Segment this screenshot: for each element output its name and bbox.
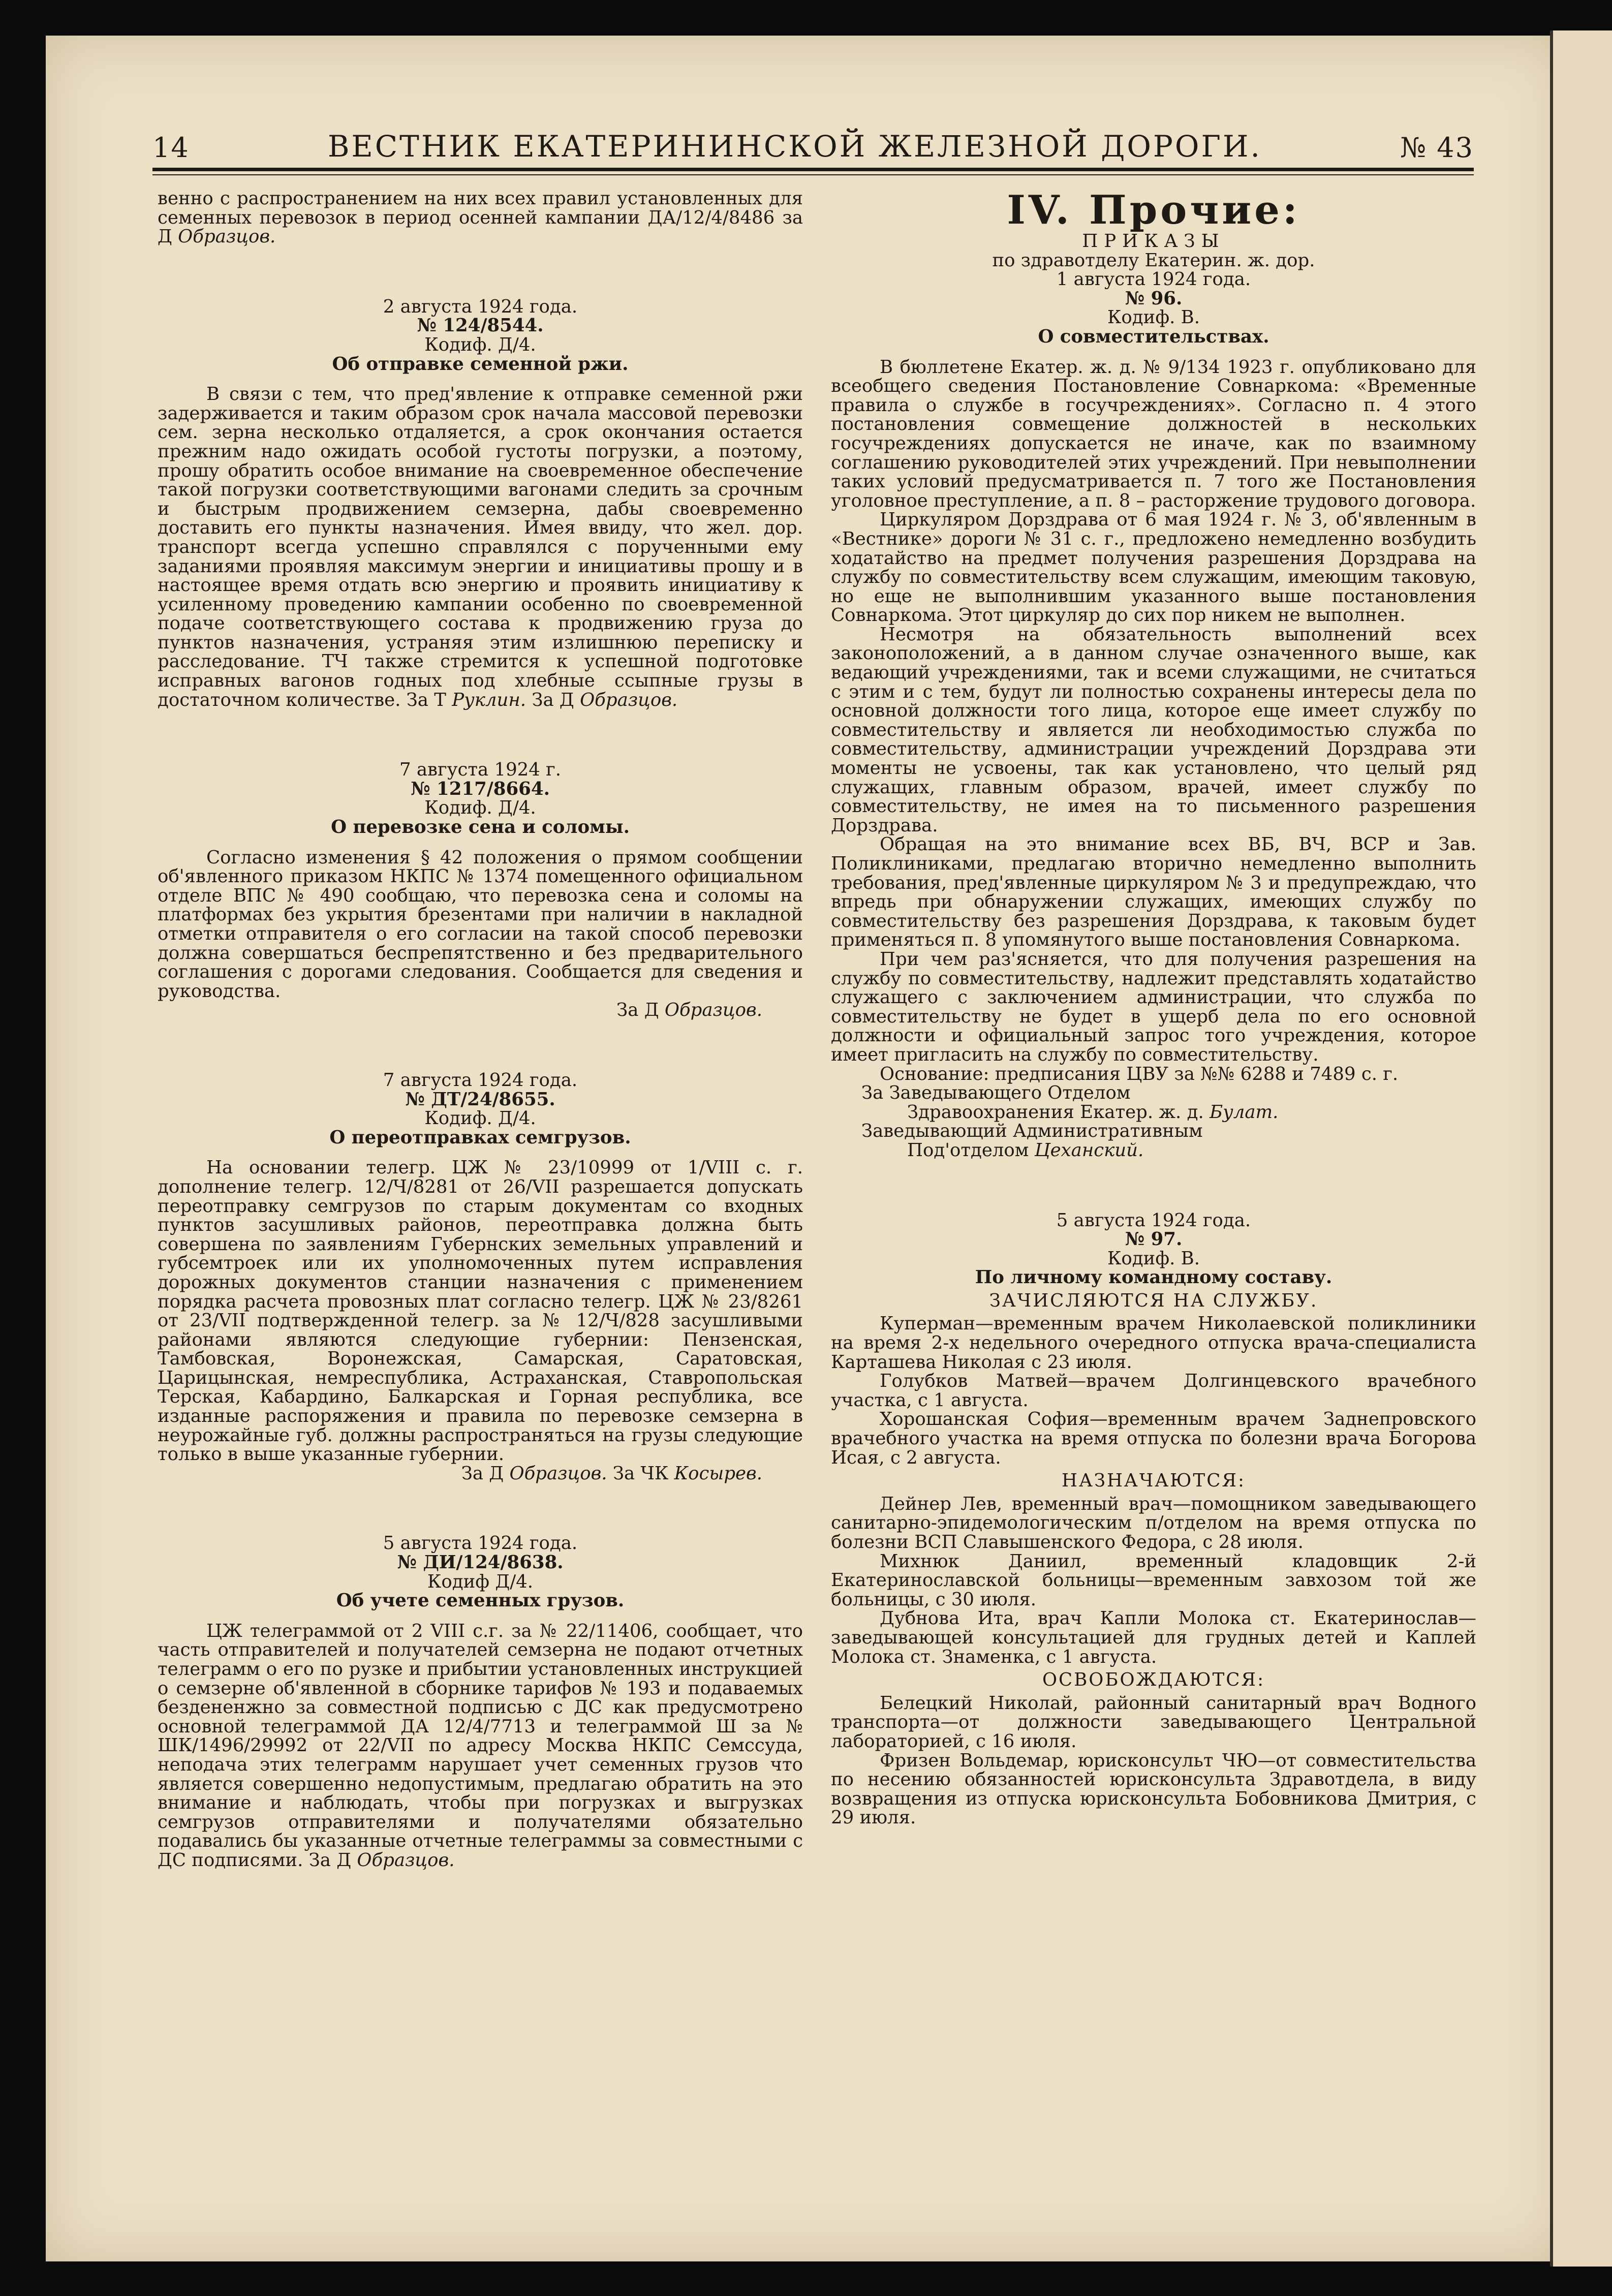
page-number: 14	[152, 132, 190, 164]
order-title: Об отправке семенной ржи.	[332, 353, 629, 375]
order-paragraph: В бюллетене Екатер. ж. д. № 9/134 1923 г. опубликовано для всеобщего сведения Постановление Совнаркома: «Временные правила о службе в госучреждениях». Согласно п. 4 этого постановления совмещение должностей в нескольких госучреждениях допускается не иначе, как по взаимному соглашению руководителей этих учреждений. При невыполнении таких условий предусматривается п. 7 того же Постановления уголовное преступление, а п. 8 – расторжение трудового договора.	[831, 356, 1476, 511]
order-date: 2 августа 1924 года.	[383, 296, 578, 317]
order-96	[831, 270, 1476, 1160]
signature-line: Заведывающий Административным	[861, 1121, 1203, 1142]
order-body: ЦЖ телеграммой от 2 VIII с.г. за № 22/11406, сообщает, что часть отправителей и получателей семзерна не подают отчетных телеграмм о его по рузке и прибытии установленных инструкцией о семзерне об'явленной в сборнике тарифов № 193 и подаваемых бездененжно за совместной подписью с ДС как предусмотрено основной телеграммой ДА 12/4/7713 и телеграммой Ш за № ШК/1496/29992 от 22/VII по адресу Москва НКПС Семссуда, неподача этих телеграмм нарушает учет семенных грузов что является совершенно недопустимым, предлагаю обратить на это внимание и наблюдать, чтобы при погрузках и выгрузках семгрузов отправителями и получателями обязательно подавались бы указанные отчетные телеграммы за совместными с ДС подписями. За Д Образцов.	[158, 1620, 803, 1871]
order-codif: Кодиф. Д/4.	[424, 334, 536, 355]
personnel-entry: Дейнер Лев, временный врач—помощником заведывающего санитарно-эпидемологическим п/отделом на время отпуска по болезни ВСП Славышенского Федора, с 28 июля.	[831, 1493, 1476, 1553]
order-title: По личному командному составу.	[975, 1267, 1332, 1288]
signature-line: За Заведывающего Отделом	[861, 1082, 1131, 1104]
order-dt-24	[158, 1071, 803, 1483]
subheading-enroll: ЗАЧИСЛЯЮТСЯ НА СЛУЖБУ.	[989, 1290, 1318, 1311]
order-title: О совместительствах.	[1038, 326, 1269, 347]
section-title: IV. Прочие:	[1007, 187, 1300, 233]
header-rule-thin	[152, 174, 1474, 175]
order-title: О переотправках семгрузов.	[329, 1127, 631, 1148]
order-number: № 97.	[1125, 1229, 1183, 1250]
order-number: № ДИ/124/8638.	[397, 1552, 564, 1573]
signature-line: Под'отделом Цеханский.	[907, 1139, 1144, 1161]
order-body: В связи с тем, что пред'явление к отправке семенной ржи задерживается и таким образом срок начала массовой перевозки сем. зерна несколько отдаляется, а срок окончания остается прежним надо ожидать особой густоты погрузки, а поэтому, прошу обратить особое внимание на своевременное обеспечение такой погрузки соответствующими вагонами следить за срочным и быстрым продвижением семзерна, дабы своевременно доставить его пункты назначения. Имея ввиду, что жел. дор. транспорт всегда успешно справлялся с порученными ему заданиями проявляя максимум энергии и инициативы прошу и в настоящее время отдать всю энергию и проявить инициативу к усиленному проведению кампании особенно по своевременной подаче соответствующего состава к продвижению груза до пунктов назначения, устраняя этим излишнюю переписку и расследование. ТЧ также стремится к успешной подготовке исправных вагонов годных под хлебные ссыпные грузы в достаточном количестве. За Т Руклин. За Д Образцов.	[158, 384, 803, 710]
order-date: 5 августа 1924 года.	[383, 1533, 578, 1554]
order-97	[831, 1211, 1476, 1827]
page-header	[152, 128, 1474, 164]
order-number: № 124/8544.	[417, 315, 544, 336]
order-title: Об учете семенных грузов.	[336, 1590, 625, 1611]
order-date: 7 августа 1924 г.	[399, 759, 561, 781]
section-kind: ПРИКАЗЫ	[1082, 231, 1225, 252]
order-di-124	[158, 1534, 803, 1870]
signature-line: Здравоохранения Екатер. ж. д. Булат.	[907, 1101, 1279, 1123]
order-signature: За Д Образцов.	[616, 1000, 762, 1021]
subheading-release: ОСВОБОЖДАЮТСЯ:	[1042, 1669, 1265, 1691]
order-paragraph: Несмотря на обязательность выполнений всех законоположений, а в данном случае означенного выше, как ведающий учреждениями, так и всеми служащими, не считаться с этим и с тем, будут ли полностью сохранены интересы дела по основной должности того лица, которое еще имеет службу по совместительству и является ли необходимостью служба по совместительству, администрации учреждений Дорздрава эти моменты не усвоены, так как установлено, что целый ряд служащих, главным образом, врачей, имеет службу по совместительству, не имея на то письменного разрешения Дорздрава.	[831, 624, 1476, 836]
order-paragraph: При чем раз'ясняется, что для получения разрешения на службу по совместительству, надлежит представлять ходатайство служащего с заключением администрации, что служба по совместительству не будет в ущерб дела по его основной должности и официальный запрос того учреждения, которое имеет пригласить на службу по совместительству.	[831, 948, 1476, 1065]
subheading-appoint: НАЗНАЧАЮТСЯ:	[1062, 1470, 1246, 1492]
personnel-entry: Голубков Матвей—врачем Долгинцевского врачебного участка, с 1 августа.	[831, 1371, 1476, 1411]
adjacent-page-edge	[1550, 30, 1612, 2267]
right-column	[831, 189, 1476, 1827]
personnel-entry: Хорошанская София—временным врачем Заднепровского врачебного участка на время отпуска по болезни врача Богорова Исая, с 2 августа.	[831, 1409, 1476, 1468]
order-codif: Кодиф Д/4.	[427, 1571, 534, 1592]
order-number: № 96.	[1125, 288, 1183, 309]
order-body: Согласно изменения § 42 положения о прямом сообщении об'явленного приказом НКПС № 1374 помещенного официальном отделе ВПС № 490 сообщаю, что перевозка сена и соломы на платформах без укрытия брезентами при наличии в накладной отметки отправителя о его согласии на такой способ перевозки должна совершаться беспрепятственно и без предварительного соглашения с дорогами следования. Сообщается для сведения и руководства.	[158, 847, 803, 1002]
order-number: № ДТ/24/8655.	[405, 1089, 555, 1110]
order-paragraph: Обращая на это внимание всех ВБ, ВЧ, ВСР и Зав. Поликлиниками, предлагаю вторично немедленно выполнить требования, пред'явленные циркуляром № 3 и предупреждаю, что впредь при обнаружении служащих, имеющих службу по совместительству без разрешения Дорздрава, к таковым будет применяться п. 8 упомянутого выше постановления Совнаркома.	[831, 834, 1476, 951]
personnel-entry: Белецкий Николай, районный санитарный врач Водного транспорта—от должности заведывающего Центральной лабораторией, с 16 июля.	[831, 1692, 1476, 1752]
order-signature: За Д Образцов. За ЧК Косырев.	[461, 1463, 762, 1484]
order-basis: Основание: предписания ЦВУ за №№ 6288 и 7489 с. г.	[880, 1063, 1399, 1084]
order-date: 7 августа 1924 года.	[383, 1069, 578, 1091]
personnel-entry: Фризен Вольдемар, юрисконсульт ЧЮ—от совместительства по несению обязанностей юрисконсульта Здравотдела, в виду возвращения из отпуска юрисконсульта Бобовникова Дмитрия, с 29 июля.	[831, 1750, 1476, 1828]
personnel-entry: Куперман—временным врачем Николаевской поликлиники на время 2-х недельного очередного отпуска врача-специалиста Карташева Николая с 23 июля.	[831, 1313, 1476, 1373]
order-codif: Кодиф. Д/4.	[424, 1108, 536, 1129]
order-1217	[158, 760, 803, 1020]
intro-paragraph: венно с распространением на них всех правил установленных для семенных перевозок в период осенней кампании ДА/12/4/8486 за Д Образцов.	[158, 188, 803, 247]
section-dept: по здравотделу Екатерин. ж. дор.	[992, 250, 1315, 271]
issue-number: № 43	[1400, 132, 1474, 164]
order-codif: Кодиф. Д/4.	[424, 797, 536, 819]
order-title: О перевозке сена и соломы.	[331, 817, 630, 838]
personnel-entry: Михнюк Даниил, временный кладовщик 2-й Екатеринославской больницы—временным завхозом той же больницы, с 30 июля.	[831, 1550, 1476, 1610]
order-date: 1 августа 1924 года.	[1056, 269, 1251, 290]
order-124	[158, 297, 803, 709]
left-column	[158, 189, 803, 1870]
newspaper-title: ВЕСТНИК ЕКАТЕРИНИНСКОЙ ЖЕЛЕЗНОЙ ДОРОГИ.	[327, 129, 1262, 164]
personnel-entry: Дубнова Ита, врач Капли Молока ст. Екатеринослав—заведывающей консультацией для грудных детей и Каплей Молока ст. Знаменка, с 1 августа.	[831, 1608, 1476, 1667]
order-date: 5 августа 1924 года.	[1056, 1209, 1251, 1231]
order-codif: Кодиф. В.	[1107, 1248, 1200, 1269]
order-paragraph: Циркуляром Дорздрава от 6 мая 1924 г. № 3, об'явленным в «Вестнике» дороги № 31 с. г., предложено немедленно возбудить ходатайство на предмет получения разрешения Дорздрава на службу по совместительству всем служащим, имеющим таковую, но еще не выполнившим указанного выше постановления Совнаркома. Этот циркуляр до сих пор никем не выполнен.	[831, 509, 1476, 626]
header-rule	[152, 168, 1474, 171]
order-number: № 1217/8664.	[411, 778, 550, 799]
order-codif: Кодиф. В.	[1107, 307, 1200, 328]
order-body: На основании телегр. ЦЖ № 23/10999 от 1/VIII с. г. дополнение телегр. 12/Ч/8281 от 26/VII разрешается допускать переотправку семгрузов по старым документам со входных пунктов засушливых районов, переотправка должна быть совершена по заявлениям Губернских земельных управлений и губсемтроек или их уполномоченных путем исправления дорожных документов станции назначения с применением порядка расчета провозных плат согласно телегр. ЦЖ № 23/8261 от 23/VII подтвержденной телегр. за № 12/Ч/828 засушливыми районами являются следующие губернии: Пензенская, Тамбовская, Воронежская, Самарская, Саратовская, Царицынская, немреспублика, Астраханская, Ставропольская Терская, Кабардино, Балкарская и Горная республика, все изданные распоряжения и правила по перевозке семзерна в неурожайные губ. должны распространяться на грузы следующие только в выше указанные губернии.	[158, 1157, 803, 1465]
